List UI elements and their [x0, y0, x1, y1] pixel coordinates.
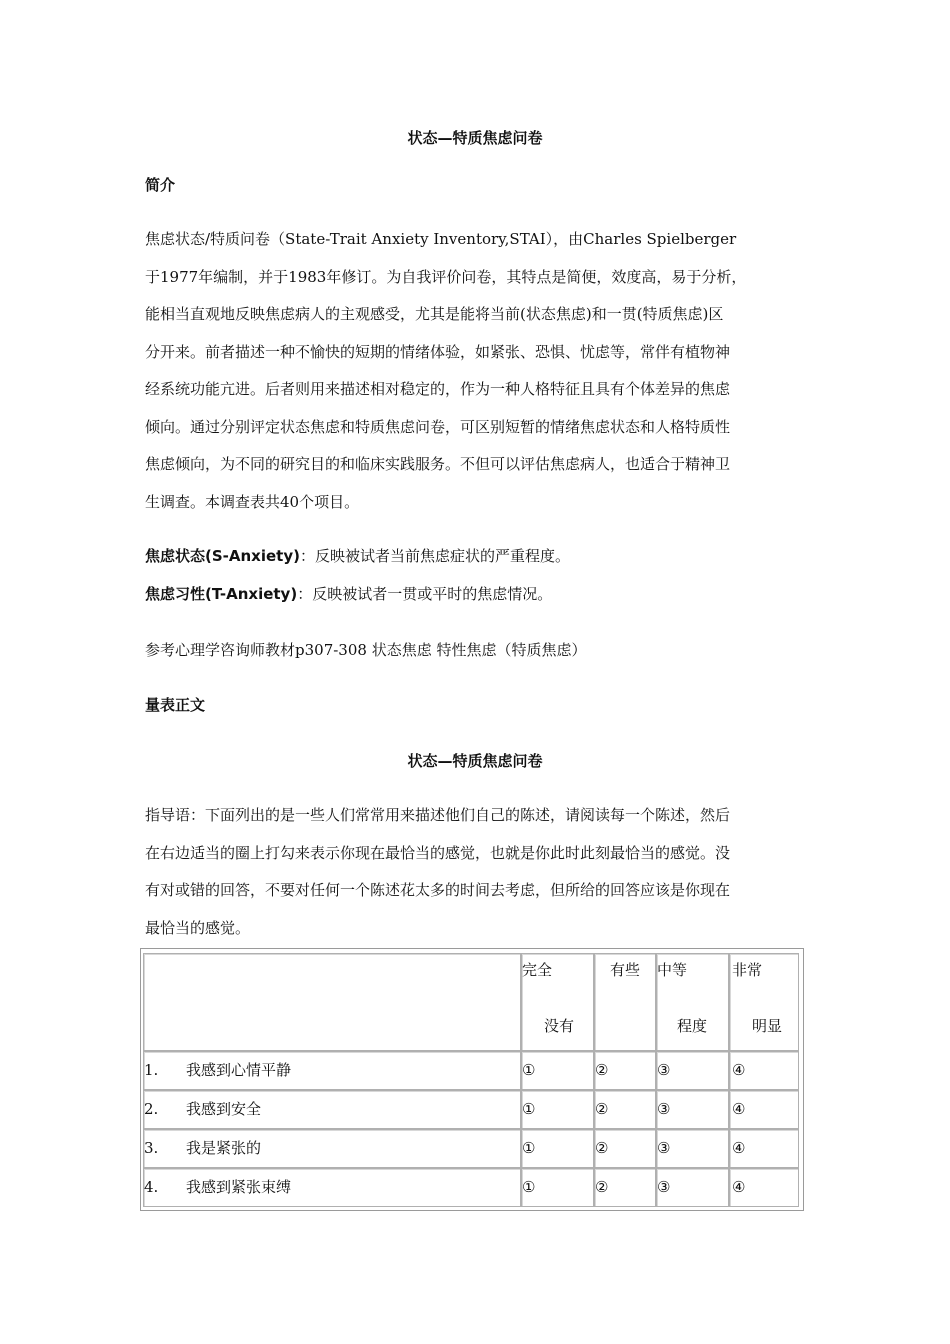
intro-line: 倾向。通过分别评定状态焦虑和特质焦虑问卷，可区别短暂的情绪焦虑状态和人格特质性 — [145, 417, 731, 436]
item-text: 我感到紧张束缚 — [186, 1178, 292, 1196]
instructions-paragraph — [145, 797, 805, 947]
instructions-line: 指导语：下面列出的是一些人们常常用来描述他们自己的陈述，请阅读每一个陈述，然后 — [145, 806, 731, 824]
intro-line: 能相当直观地反映焦虑病人的主观感受，尤其是能将当前(状态焦虑)和一贯(特质焦虑)区 — [145, 305, 724, 323]
option-cell[interactable] — [729, 1129, 799, 1168]
option-cell[interactable] — [656, 1090, 729, 1129]
header-cell-none — [521, 953, 594, 1051]
document-title: 状态—特质焦虑问卷 — [407, 129, 543, 147]
instructions-line: 最恰当的感觉。 — [145, 918, 251, 937]
option-cell[interactable] — [656, 1168, 729, 1207]
questionnaire-title: 状态—特质焦虑问卷 — [407, 752, 543, 770]
questionnaire-table — [140, 948, 804, 1211]
item-text: 我感到安全 — [186, 1100, 262, 1118]
table-row — [143, 1090, 521, 1129]
reference-note: 参考心理学咨询师教材p307-308 状态焦虑 特性焦虑（特质焦虑） — [145, 641, 587, 659]
option-4-circle[interactable]: ④ — [732, 1178, 746, 1196]
option-3-circle[interactable]: ③ — [657, 1061, 671, 1079]
definition-t-text: ：反映被试者一贯或平时的焦虑情况。 — [297, 585, 553, 603]
header-label: 中等 — [657, 961, 688, 979]
option-2-circle[interactable]: ② — [595, 1100, 609, 1118]
option-2-circle[interactable]: ② — [595, 1139, 609, 1157]
header-label: 明显 — [752, 1017, 783, 1035]
header-cell-moderate — [656, 953, 729, 1051]
option-3-circle[interactable]: ③ — [657, 1139, 671, 1157]
option-cell[interactable] — [656, 1129, 729, 1168]
option-cell[interactable] — [594, 1051, 656, 1090]
definition-t-label: 焦虑习性(T-Anxiety) — [145, 585, 298, 603]
option-cell[interactable] — [656, 1051, 729, 1090]
option-1-circle[interactable]: ① — [522, 1139, 536, 1157]
intro-heading: 简介 — [145, 176, 176, 194]
intro-line: 分开来。前者描述一种不愉快的短期的情绪体验，如紧张、恐惧、忧虑等，常伴有植物神 — [145, 342, 731, 361]
header-label: 程度 — [677, 1017, 708, 1035]
intro-line: 焦虑状态/特质问卷（State-Trait Anxiety Inventory,STAI），由Charles Spielberger — [145, 230, 737, 248]
option-4-circle[interactable]: ④ — [732, 1100, 746, 1118]
intro-line: 于1977年编制，并于1983年修订。为自我评价问卷，其特点是简便，效度高，易于分析， — [145, 267, 747, 286]
table-row — [143, 1051, 521, 1090]
item-number: 3. — [144, 1139, 159, 1157]
option-cell[interactable] — [521, 1090, 594, 1129]
option-2-circle[interactable]: ② — [595, 1178, 609, 1196]
header-cell-very — [729, 953, 799, 1051]
table-row — [143, 1129, 521, 1168]
header-label: 没有 — [544, 1017, 575, 1035]
instructions-line: 在右边适当的圈上打勾来表示你现在最恰当的感觉，也就是你此时此刻最恰当的感觉。没 — [145, 843, 731, 862]
item-number: 2. — [144, 1100, 159, 1118]
definition-t-anxiety — [145, 584, 552, 604]
intro-paragraph — [145, 221, 805, 521]
definition-s-text: ：反映被试者当前焦虑症状的严重程度。 — [299, 547, 570, 565]
header-label: 非常 — [732, 961, 763, 979]
option-cell[interactable] — [729, 1168, 799, 1207]
item-number: 1. — [144, 1061, 159, 1079]
header-cell-some — [594, 953, 656, 1051]
option-cell[interactable] — [729, 1090, 799, 1129]
instructions-line: 有对或错的回答，不要对任何一个陈述花太多的时间去考虑，但所给的回答应该是你现在 — [145, 881, 731, 899]
definition-s-label: 焦虑状态(S-Anxiety) — [145, 547, 300, 565]
header-label: 完全 — [522, 961, 553, 979]
option-cell[interactable] — [521, 1051, 594, 1090]
option-cell[interactable] — [594, 1090, 656, 1129]
item-number: 4. — [144, 1178, 159, 1196]
option-3-circle[interactable]: ③ — [657, 1100, 671, 1118]
option-2-circle[interactable]: ② — [595, 1061, 609, 1079]
body-heading: 量表正文 — [145, 696, 206, 714]
option-cell[interactable] — [521, 1168, 594, 1207]
option-4-circle[interactable]: ④ — [732, 1061, 746, 1079]
item-text: 我是紧张的 — [186, 1139, 262, 1157]
option-cell[interactable] — [729, 1051, 799, 1090]
header-label: 有些 — [610, 961, 641, 979]
option-1-circle[interactable]: ① — [522, 1100, 536, 1118]
option-1-circle[interactable]: ① — [522, 1178, 536, 1196]
intro-line: 生调查。本调查表共40个项目。 — [145, 492, 360, 511]
option-cell[interactable] — [521, 1129, 594, 1168]
option-3-circle[interactable]: ③ — [657, 1178, 671, 1196]
option-cell[interactable] — [594, 1129, 656, 1168]
intro-line: 焦虑倾向，为不同的研究目的和临床实践服务。不但可以评估焦虑病人，也适合于精神卫 — [145, 455, 731, 473]
option-4-circle[interactable]: ④ — [732, 1139, 746, 1157]
option-cell[interactable] — [594, 1168, 656, 1207]
table-row — [143, 1168, 521, 1207]
item-text: 我感到心情平静 — [186, 1061, 292, 1079]
option-1-circle[interactable]: ① — [522, 1061, 536, 1079]
header-item-cell — [143, 953, 521, 1051]
definition-s-anxiety — [145, 546, 570, 566]
intro-line: 经系统功能亢进。后者则用来描述相对稳定的，作为一种人格特征且具有个体差异的焦虑 — [145, 380, 731, 398]
